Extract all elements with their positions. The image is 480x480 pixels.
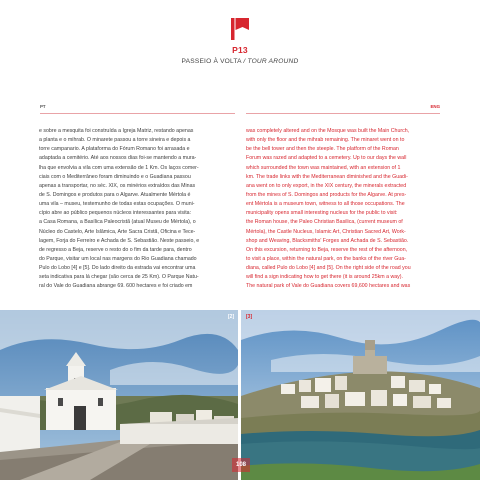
page-number: 108 bbox=[232, 458, 250, 472]
text-line: e sobre a mesquita foi construída a Igreja Matriz, restando apenas bbox=[39, 128, 194, 134]
text-line: ciais com o Mediterrâneo foram diminuindo e o Guadiana passou bbox=[39, 173, 191, 180]
photo-number-2: [2] bbox=[228, 314, 235, 320]
text-line: adaptada a cemitério. Até aos nossos dias foi-se mantendo a mura- bbox=[39, 155, 197, 162]
text-line: with only the floor and the mihrab remaining. The minaret went on to bbox=[246, 137, 405, 144]
column-divider-pt bbox=[40, 113, 235, 114]
route-title-en: TOUR AROUND bbox=[247, 58, 299, 65]
text-line: On this excursion, returning to Beja, reserve the rest of the afternoon, bbox=[246, 246, 408, 253]
text-line: Pulo do Lobo [4] e [5]. Do lado direito da estrada vai encontrar uma bbox=[39, 265, 196, 272]
text-line: do Parque, visitar um local nas margens do Rio Guadiana chamado bbox=[39, 255, 197, 262]
text-line: shop and Weaving, Blacksmiths' Forges and Achada de S. Sebastião. bbox=[246, 237, 409, 244]
text-line: The natural park of Vale do Guadiana covers 69,600 hectares and was bbox=[246, 283, 411, 290]
photo-number-3: [3] bbox=[246, 314, 253, 320]
text-line: apenas a transportar, no séc. XIX, os minérios extraídos das Minas bbox=[39, 182, 196, 189]
route-title bbox=[0, 58, 480, 65]
text-line: ent Mértola is a museum town, witness to all those occupations. The bbox=[246, 201, 405, 208]
text-line: was completely altered and on the Mosque was built the Main Church, bbox=[246, 128, 410, 134]
text-line: ral do Vale do Guadiana abrange 69. 600 hectares e foi criado em bbox=[39, 283, 193, 290]
text-line: km. The trade links with the Mediterranean diminished and the Guadi- bbox=[246, 173, 408, 180]
text-line: diana, called Pulo do Lobo [4] and [5]. On the right side of the road you bbox=[246, 265, 411, 272]
route-title-separator: / bbox=[243, 58, 246, 65]
language-label-eng: ENG bbox=[430, 104, 440, 109]
text-line: ana went on to only export, in the XIX century, the minerals extracted bbox=[246, 182, 407, 189]
text-line: seta indicativa para lá chegar (são cerca de 25 Km). O Parque Natu- bbox=[39, 274, 199, 281]
text-line: be the bell tower and then the steeple. The platform of the Roman bbox=[246, 146, 399, 153]
text-line: to visit a place, within the natural park, on the banks of the river Gua- bbox=[246, 255, 406, 262]
text-line: uma vila – museu, testemunho de todas estas ocupações. O muni- bbox=[39, 201, 195, 208]
text-line: lha que envolvia a vila com uma extensão de 1 Km. Os laços comer- bbox=[39, 164, 199, 171]
route-flag-icon bbox=[231, 18, 249, 40]
text-line: municipality opens small interesting nucleus for the public to visit: bbox=[246, 210, 398, 217]
text-line: Forum was razed and adapted to a cemetery. Up to our days the wall bbox=[246, 155, 407, 162]
body-text-pt bbox=[39, 127, 235, 292]
text-line: de S. Domingos e produtos para o Algarve. Atualmente Mértola é bbox=[39, 191, 191, 198]
text-line: torre campanario. A plataforma do Fórum Romano foi arrasada e bbox=[39, 146, 190, 153]
body-text-eng bbox=[246, 127, 442, 292]
text-line: de regresso a Beja, reserve o resto do o fim da tarde para, dentro bbox=[39, 246, 192, 253]
text-line: a planta e o mihrab. O minarete passou a torre sineira e depois a bbox=[39, 137, 191, 144]
photo-church bbox=[0, 310, 238, 480]
text-line: the Roman house, the Paleo Christian Basilica, (current museum of bbox=[246, 219, 403, 226]
text-line: which surrounded the town was maintained, with an extension of 1 bbox=[246, 164, 401, 171]
photo-town-mertola bbox=[241, 310, 480, 480]
text-line: a Casa Romana, a Basílica Paleocristã (atual Museu de Mértola), o bbox=[39, 219, 196, 226]
text-line: cípio abre ao público pequenos núcleos interessantes para visita: bbox=[39, 210, 192, 217]
language-label-pt: PT bbox=[40, 104, 46, 109]
text-line: lagem, Forja do Ferreiro e Achada de S. Sebastião. Neste passeio, e bbox=[39, 237, 200, 244]
text-line: Núcleo do Castelo, Arte Islâmica, Arte Sacra Cristã, Oficina e Tece- bbox=[39, 228, 196, 235]
column-divider-eng bbox=[246, 113, 440, 114]
text-line: from the mines of S. Domingos and products for the Algarve. At pres- bbox=[246, 191, 407, 198]
text-line: will find a sign indicating how to get there (it is around 25km a way). bbox=[246, 274, 403, 281]
route-title-pt: PASSEIO À VOLTA bbox=[181, 58, 242, 65]
text-line: Mértola), the Castle Nucleus, Islamic Art, Christian Sacred Art, Work- bbox=[246, 228, 406, 235]
route-code: P13 bbox=[232, 45, 248, 55]
